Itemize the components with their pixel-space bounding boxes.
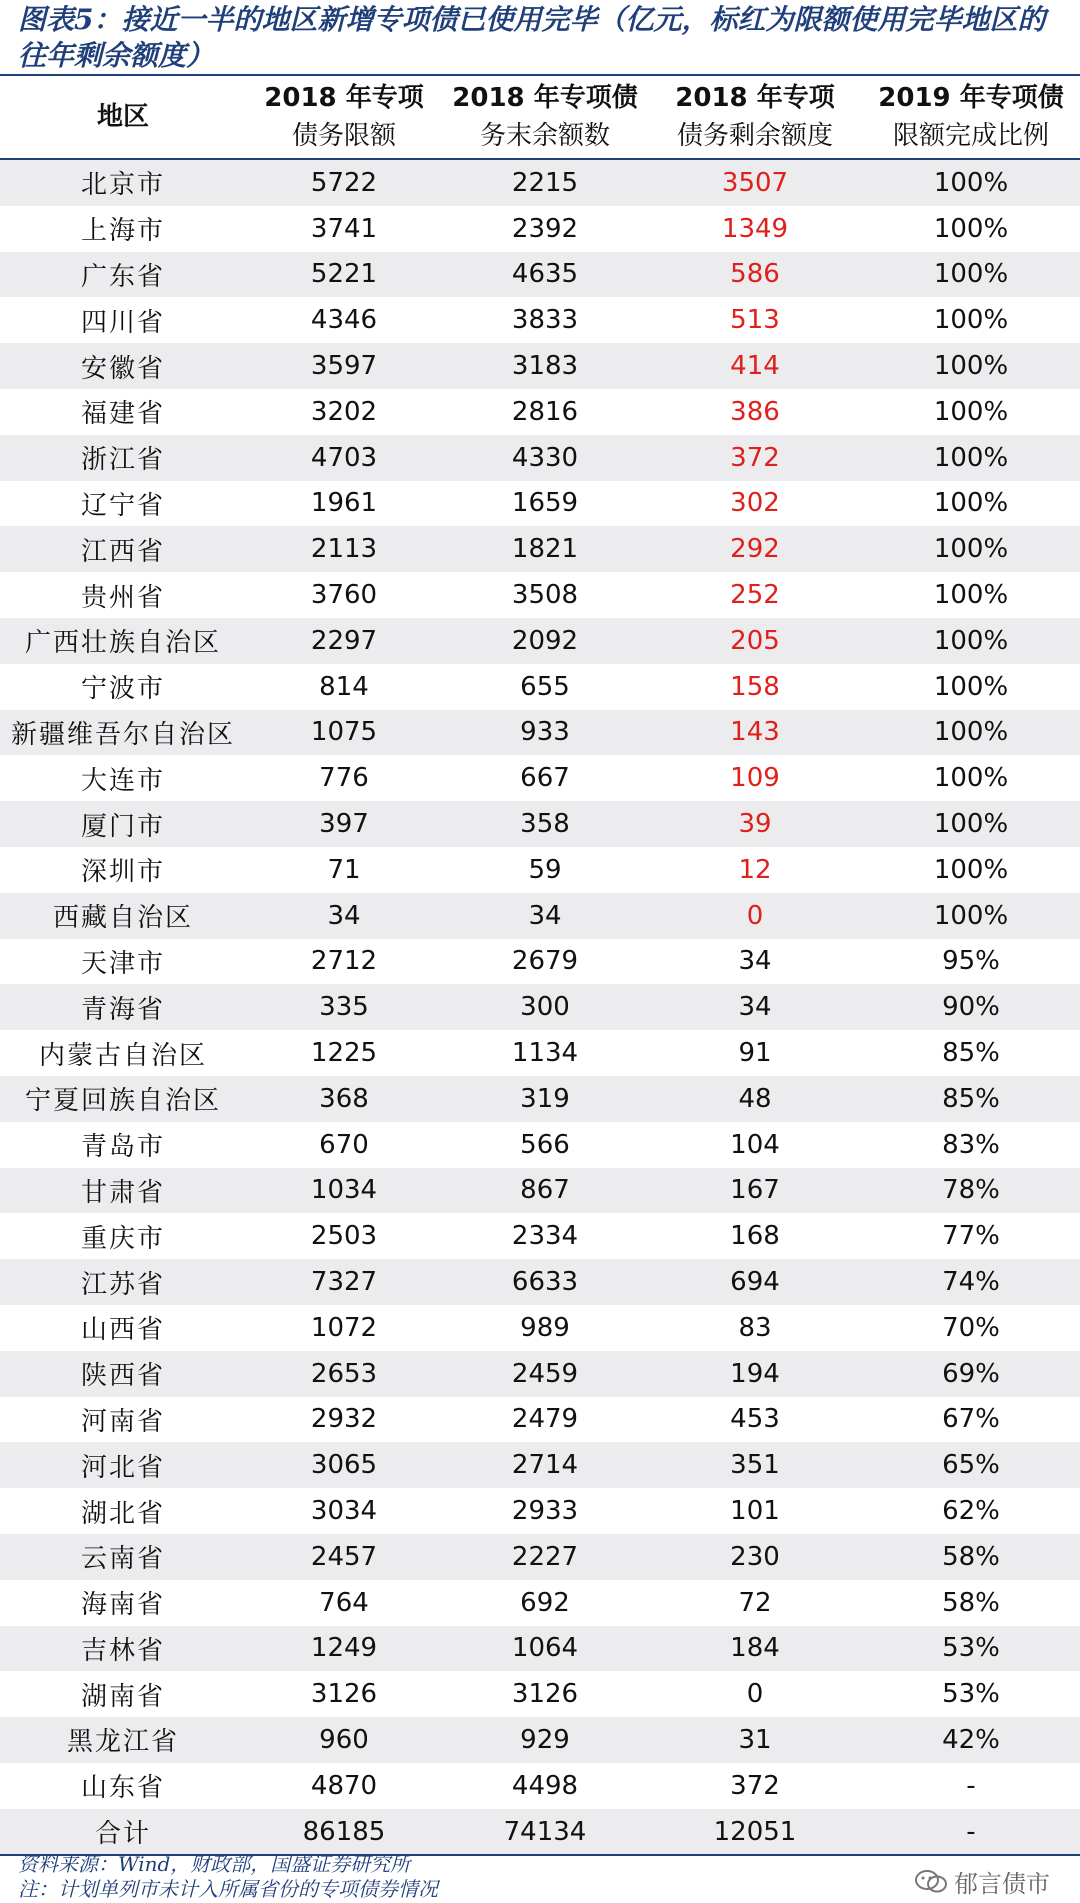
table-row [0, 1076, 1080, 1122]
cell-remaining: 31 [648, 1717, 862, 1763]
cell-remaining: 205 [648, 618, 862, 664]
cell-ratio: 65% [862, 1442, 1080, 1488]
cell-region: 宁波市 [0, 664, 246, 710]
cell-remaining: 39 [648, 801, 862, 847]
table-row [0, 1030, 1080, 1076]
cell-limit: 3760 [246, 572, 442, 618]
table-row [0, 664, 1080, 710]
cell-limit: 1961 [246, 481, 442, 527]
header-region: 地区 [0, 76, 246, 159]
cell-ratio: 83% [862, 1122, 1080, 1168]
cell-region: 大连市 [0, 755, 246, 801]
table-row [0, 1671, 1080, 1717]
table-row [0, 435, 1080, 481]
cell-remaining: 513 [648, 297, 862, 343]
cell-limit: 3034 [246, 1488, 442, 1534]
cell-remaining: 0 [648, 893, 862, 939]
cell-remaining: 143 [648, 710, 862, 756]
cell-region: 辽宁省 [0, 481, 246, 527]
cell-balance: 4330 [442, 435, 648, 481]
table-row [0, 939, 1080, 985]
cell-region: 浙江省 [0, 435, 246, 481]
cell-region: 上海市 [0, 206, 246, 252]
table-row [0, 1534, 1080, 1580]
cell-ratio: 100% [862, 618, 1080, 664]
table-row [0, 389, 1080, 435]
cell-region: 厦门市 [0, 801, 246, 847]
cell-region: 新疆维吾尔自治区 [0, 710, 246, 756]
cell-region: 广东省 [0, 252, 246, 298]
cell-balance: 929 [442, 1717, 648, 1763]
cell-ratio: 100% [862, 526, 1080, 572]
cell-ratio: 100% [862, 801, 1080, 847]
table-row [0, 1626, 1080, 1672]
cell-remaining: 34 [648, 984, 862, 1030]
cell-limit: 2712 [246, 939, 442, 985]
cell-limit: 397 [246, 801, 442, 847]
cell-remaining: 302 [648, 481, 862, 527]
cell-ratio: 100% [862, 755, 1080, 801]
table-row [0, 1809, 1080, 1856]
cell-limit: 776 [246, 755, 442, 801]
table-row [0, 1442, 1080, 1488]
cell-remaining: 414 [648, 343, 862, 389]
table-row [0, 1213, 1080, 1259]
cell-ratio: 58% [862, 1534, 1080, 1580]
cell-remaining: 168 [648, 1213, 862, 1259]
cell-ratio: - [862, 1763, 1080, 1809]
cell-balance: 2479 [442, 1397, 648, 1443]
cell-region: 北京市 [0, 159, 246, 206]
cell-balance: 655 [442, 664, 648, 710]
cell-ratio: 100% [862, 572, 1080, 618]
cell-region: 福建省 [0, 389, 246, 435]
cell-remaining: 109 [648, 755, 862, 801]
cell-balance: 867 [442, 1168, 648, 1214]
cell-limit: 7327 [246, 1259, 442, 1305]
cell-region: 湖北省 [0, 1488, 246, 1534]
cell-limit: 1249 [246, 1626, 442, 1672]
table-row [0, 1397, 1080, 1443]
cell-region: 陕西省 [0, 1351, 246, 1397]
cell-balance: 933 [442, 710, 648, 756]
cell-region: 西藏自治区 [0, 893, 246, 939]
cell-remaining: 167 [648, 1168, 862, 1214]
cell-ratio: 100% [862, 710, 1080, 756]
cell-limit: 34 [246, 893, 442, 939]
cell-region: 江西省 [0, 526, 246, 572]
cell-remaining: 91 [648, 1030, 862, 1076]
header-balance: 2018 年专项债 务末余额数 [442, 76, 648, 159]
cell-balance: 2933 [442, 1488, 648, 1534]
cell-limit: 2297 [246, 618, 442, 664]
cell-remaining: 184 [648, 1626, 862, 1672]
cell-region: 内蒙古自治区 [0, 1030, 246, 1076]
cell-region: 山东省 [0, 1763, 246, 1809]
cell-balance: 3183 [442, 343, 648, 389]
cell-balance: 319 [442, 1076, 648, 1122]
header-ratio: 2019 年专项债 限额完成比例 [862, 76, 1080, 159]
cell-remaining: 48 [648, 1076, 862, 1122]
cell-ratio: - [862, 1809, 1080, 1856]
cell-balance: 2392 [442, 206, 648, 252]
cell-balance: 74134 [442, 1809, 648, 1856]
cell-region: 广西壮族自治区 [0, 618, 246, 664]
cell-limit: 2113 [246, 526, 442, 572]
table-row [0, 1488, 1080, 1534]
table-row [0, 297, 1080, 343]
cell-remaining: 372 [648, 1763, 862, 1809]
cell-ratio: 95% [862, 939, 1080, 985]
cell-limit: 4346 [246, 297, 442, 343]
source-note: 资料来源：Wind，财政部，国盛证券研究所 [18, 1852, 411, 1876]
table-row [0, 252, 1080, 298]
cell-balance: 4635 [442, 252, 648, 298]
cell-remaining: 1349 [648, 206, 862, 252]
cell-limit: 814 [246, 664, 442, 710]
cell-ratio: 67% [862, 1397, 1080, 1443]
cell-region: 湖南省 [0, 1671, 246, 1717]
cell-limit: 1072 [246, 1305, 442, 1351]
cell-limit: 2457 [246, 1534, 442, 1580]
cell-region: 安徽省 [0, 343, 246, 389]
cell-ratio: 70% [862, 1305, 1080, 1351]
cell-ratio: 53% [862, 1626, 1080, 1672]
cell-balance: 2227 [442, 1534, 648, 1580]
header-limit: 2018 年专项 债务限额 [246, 76, 442, 159]
cell-limit: 3126 [246, 1671, 442, 1717]
table-row [0, 572, 1080, 618]
cell-remaining: 104 [648, 1122, 862, 1168]
watermark-text: 郁言债市 [954, 1870, 1050, 1898]
table-row [0, 1580, 1080, 1626]
cell-remaining: 101 [648, 1488, 862, 1534]
table-row [0, 847, 1080, 893]
cell-ratio: 78% [862, 1168, 1080, 1214]
table-row [0, 710, 1080, 756]
cell-balance: 2459 [442, 1351, 648, 1397]
cell-remaining: 83 [648, 1305, 862, 1351]
cell-balance: 2679 [442, 939, 648, 985]
cell-limit: 4703 [246, 435, 442, 481]
cell-remaining: 453 [648, 1397, 862, 1443]
cell-limit: 960 [246, 1717, 442, 1763]
table-row [0, 618, 1080, 664]
cell-remaining: 351 [648, 1442, 862, 1488]
header-row [0, 76, 1080, 159]
table-row [0, 526, 1080, 572]
cell-limit: 3741 [246, 206, 442, 252]
cell-remaining: 694 [648, 1259, 862, 1305]
cell-ratio: 100% [862, 847, 1080, 893]
cell-balance: 34 [442, 893, 648, 939]
cell-balance: 2816 [442, 389, 648, 435]
cell-ratio: 74% [862, 1259, 1080, 1305]
cell-limit: 1034 [246, 1168, 442, 1214]
cell-ratio: 100% [862, 343, 1080, 389]
cell-region: 山西省 [0, 1305, 246, 1351]
cell-balance: 2092 [442, 618, 648, 664]
cell-balance: 667 [442, 755, 648, 801]
cell-ratio: 100% [862, 252, 1080, 298]
chat-bubble-icon [914, 1869, 948, 1895]
cell-remaining: 292 [648, 526, 862, 572]
cell-ratio: 85% [862, 1030, 1080, 1076]
cell-remaining: 0 [648, 1671, 862, 1717]
cell-ratio: 100% [862, 297, 1080, 343]
cell-limit: 3202 [246, 389, 442, 435]
cell-region: 吉林省 [0, 1626, 246, 1672]
table-row [0, 984, 1080, 1030]
table-row [0, 1717, 1080, 1763]
cell-ratio: 100% [862, 206, 1080, 252]
cell-region: 青岛市 [0, 1122, 246, 1168]
cell-balance: 3126 [442, 1671, 648, 1717]
cell-balance: 3833 [442, 297, 648, 343]
cell-limit: 5722 [246, 159, 442, 206]
cell-region: 四川省 [0, 297, 246, 343]
cell-remaining: 372 [648, 435, 862, 481]
cell-balance: 566 [442, 1122, 648, 1168]
table-row [0, 801, 1080, 847]
cell-balance: 1064 [442, 1626, 648, 1672]
cell-remaining: 386 [648, 389, 862, 435]
cell-limit: 1075 [246, 710, 442, 756]
table-row [0, 343, 1080, 389]
cell-limit: 86185 [246, 1809, 442, 1856]
cell-balance: 4498 [442, 1763, 648, 1809]
footnote: 注：计划单列市未计入所属省份的专项债券情况 [18, 1877, 438, 1901]
table-row [0, 1259, 1080, 1305]
cell-limit: 368 [246, 1076, 442, 1122]
cell-ratio: 85% [862, 1076, 1080, 1122]
cell-remaining: 586 [648, 252, 862, 298]
cell-remaining: 34 [648, 939, 862, 985]
watermark [914, 1864, 1050, 1899]
cell-remaining: 12051 [648, 1809, 862, 1856]
cell-ratio: 100% [862, 481, 1080, 527]
cell-balance: 989 [442, 1305, 648, 1351]
cell-balance: 2714 [442, 1442, 648, 1488]
cell-ratio: 69% [862, 1351, 1080, 1397]
cell-limit: 4870 [246, 1763, 442, 1809]
cell-remaining: 230 [648, 1534, 862, 1580]
cell-limit: 764 [246, 1580, 442, 1626]
cell-limit: 3065 [246, 1442, 442, 1488]
cell-ratio: 90% [862, 984, 1080, 1030]
cell-limit: 1225 [246, 1030, 442, 1076]
cell-balance: 358 [442, 801, 648, 847]
cell-limit: 2503 [246, 1213, 442, 1259]
cell-balance: 692 [442, 1580, 648, 1626]
cell-ratio: 100% [862, 664, 1080, 710]
cell-remaining: 158 [648, 664, 862, 710]
cell-region: 甘肃省 [0, 1168, 246, 1214]
cell-ratio: 100% [862, 159, 1080, 206]
cell-region: 天津市 [0, 939, 246, 985]
cell-remaining: 12 [648, 847, 862, 893]
cell-ratio: 100% [862, 435, 1080, 481]
cell-limit: 670 [246, 1122, 442, 1168]
table-row [0, 893, 1080, 939]
cell-ratio: 42% [862, 1717, 1080, 1763]
cell-limit: 335 [246, 984, 442, 1030]
cell-ratio: 62% [862, 1488, 1080, 1534]
cell-balance: 1134 [442, 1030, 648, 1076]
cell-remaining: 252 [648, 572, 862, 618]
cell-region: 贵州省 [0, 572, 246, 618]
cell-region: 黑龙江省 [0, 1717, 246, 1763]
cell-region: 云南省 [0, 1534, 246, 1580]
cell-ratio: 77% [862, 1213, 1080, 1259]
cell-limit: 2932 [246, 1397, 442, 1443]
table-row [0, 481, 1080, 527]
cell-balance: 300 [442, 984, 648, 1030]
cell-region: 重庆市 [0, 1213, 246, 1259]
cell-limit: 2653 [246, 1351, 442, 1397]
table-row [0, 1305, 1080, 1351]
cell-remaining: 194 [648, 1351, 862, 1397]
cell-region: 江苏省 [0, 1259, 246, 1305]
cell-balance: 1821 [442, 526, 648, 572]
table-row [0, 206, 1080, 252]
cell-region: 合计 [0, 1809, 246, 1856]
cell-limit: 3597 [246, 343, 442, 389]
table-row [0, 755, 1080, 801]
cell-ratio: 100% [862, 389, 1080, 435]
cell-balance: 1659 [442, 481, 648, 527]
cell-balance: 2334 [442, 1213, 648, 1259]
special-bond-table [0, 76, 1080, 1856]
cell-region: 深圳市 [0, 847, 246, 893]
cell-region: 河北省 [0, 1442, 246, 1488]
cell-limit: 5221 [246, 252, 442, 298]
table-row [0, 1122, 1080, 1168]
cell-region: 宁夏回族自治区 [0, 1076, 246, 1122]
cell-remaining: 3507 [648, 159, 862, 206]
cell-ratio: 53% [862, 1671, 1080, 1717]
cell-region: 青海省 [0, 984, 246, 1030]
cell-balance: 59 [442, 847, 648, 893]
cell-balance: 6633 [442, 1259, 648, 1305]
header-remaining: 2018 年专项 债务剩余额度 [648, 76, 862, 159]
cell-balance: 3508 [442, 572, 648, 618]
table-row [0, 1168, 1080, 1214]
figure-title: 图表5：接近一半的地区新增专项债已使用完毕（亿元，标红为限额使用完毕地区的往年剩余额度） [18, 3, 1046, 72]
cell-region: 河南省 [0, 1397, 246, 1443]
cell-ratio: 58% [862, 1580, 1080, 1626]
cell-remaining: 72 [648, 1580, 862, 1626]
table-row [0, 1763, 1080, 1809]
cell-region: 海南省 [0, 1580, 246, 1626]
cell-limit: 71 [246, 847, 442, 893]
table-row [0, 1351, 1080, 1397]
cell-ratio: 100% [862, 893, 1080, 939]
table-row [0, 159, 1080, 206]
cell-balance: 2215 [442, 159, 648, 206]
